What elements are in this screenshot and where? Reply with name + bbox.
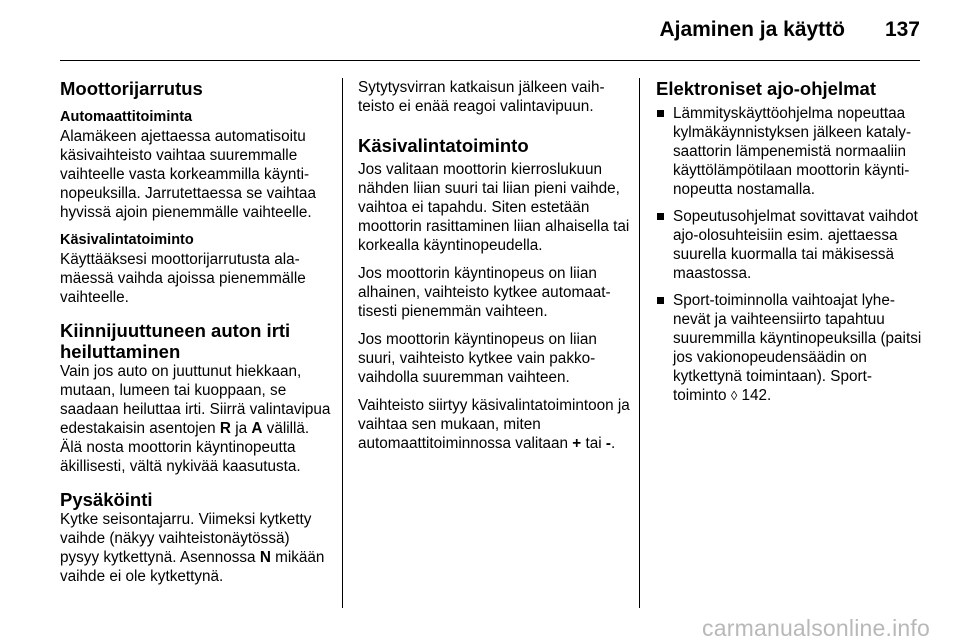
column-1 xyxy=(60,78,332,586)
header-rule xyxy=(60,60,920,61)
bullet-icon xyxy=(657,213,664,220)
paragraph-automaattitoiminta: Alamäkeen ajettaessa automatisoitu käsivaihteisto vaihtaa suuremmalle vaihteelle vasta korkeammilla käyntinopeuksilla. Jarrutettaessa se vaihtaa hyvissä ajoin pienemmälle vaihteelle. xyxy=(60,128,316,221)
column-2 xyxy=(358,78,636,453)
page-reference[interactable]: 142. xyxy=(737,387,772,404)
bullet-icon xyxy=(657,297,664,304)
column-divider-2 xyxy=(639,78,640,608)
subheading-kasivalintatoiminto: Käsivalintatoiminto xyxy=(60,232,194,248)
paragraph-heiluttaminen: Vain jos auto on juuttunut hiekkaan, mutaan, lumeen tai kuoppaan, se saadaan heiluttaa irti. Siirrä valintavipua edestakaisin asentojen R ja A välillä. Älä nosta moottorin käyntinopeutta äkillisesti, vältä nykivää kaasutusta. xyxy=(60,363,331,475)
list-item: Sport-toiminnolla vaihtoajat lyhenevät ja vaihteensiirto tapahtuu suuremmilla käyntinopeuksilla (paitsi jos vakionopeudensäädin on kytkettynä toimintaan). Sport-toiminto ◊ 142. xyxy=(656,291,922,405)
heading-pysakointi: Pysäköinti xyxy=(60,489,153,510)
heading-kasivalintatoiminto: Käsivalintatoiminto xyxy=(358,135,529,156)
paragraph-kasivalinta-4: Vaihteisto siirtyy käsivalintatoimintoon ja vaihtaa sen mukaan, miten automaattitoiminnossa valitaan + tai -. xyxy=(358,397,630,452)
subheading-automaattitoiminta: Automaattitoiminta xyxy=(60,109,193,125)
page-number: 137 xyxy=(884,18,920,41)
page-header xyxy=(0,0,960,60)
list-item: Lämmityskäyttöohjelma nopeuttaa kylmäkäynnistyksen jälkeen katalysaattorin lämpenemistä normaaliin käyttölämpötilaan moottorin käyntinopeutta nostamalla. xyxy=(656,104,922,199)
paragraph-pysakointi: Kytke seisontajarru. Viimeksi kytketty vaihde (näkyy vaihteistonäytössä) pysyy kytkettynä. Asennossa N mikään vaihde ei ole kytkettynä. xyxy=(60,511,325,585)
paragraph-kasivalinta-2: Jos moottorin käyntinopeus on liian alhainen, vaihteisto kytkee automaattisesti pienemmän vaihteen. xyxy=(358,265,611,320)
watermark: carmanualsonline.info xyxy=(702,615,930,641)
paragraph-kasivalinta-3: Jos moottorin käyntinopeus on liian suuri, vaihteisto kytkee vain pakkovaihdolla suuremman vaihteen. xyxy=(358,331,597,386)
heading-kiinnijuuttuneen-1: Kiinnijuuttuneen auton irti xyxy=(60,320,291,341)
list-item: Sopeutusohjelmat sovittavat vaihdot ajo-olosuhteisiin esim. ajettaessa suurella kuormalla tai mäkisessä maastossa. xyxy=(656,207,922,283)
page-reference-icon[interactable]: ◊ xyxy=(730,388,738,403)
column-divider-1 xyxy=(342,78,343,608)
header-title: Ajaminen ja käyttö xyxy=(659,18,845,41)
ajo-ohjelmat-list xyxy=(656,104,922,405)
paragraph-kasivalintatoiminto: Käyttääksesi moottorijarrutusta alamäessä vaihda ajoissa pienemmälle vaihteelle. xyxy=(60,251,306,306)
heading-kiinnijuuttuneen-2: heiluttaminen xyxy=(60,341,181,362)
heading-elektroniset-ajo-ohjelmat: Elektroniset ajo-ohjelmat xyxy=(656,78,876,99)
paragraph-intro: Sytytysvirran katkaisun jälkeen vaihteisto ei enää reagoi valintavipuun. xyxy=(358,79,605,115)
bullet-icon xyxy=(657,110,664,117)
heading-moottorijarrutus: Moottorijarrutus xyxy=(60,78,203,99)
paragraph-kasivalinta-1: Jos valitaan moottorin kierroslukuun nähden liian suuri tai liian pieni vaihde, vaihtoa ei tapahdu. Siten estetään moottorin rasittaminen liian alhaisella tai korkealla käyntinopeudella. xyxy=(358,161,630,254)
column-3 xyxy=(656,78,922,413)
